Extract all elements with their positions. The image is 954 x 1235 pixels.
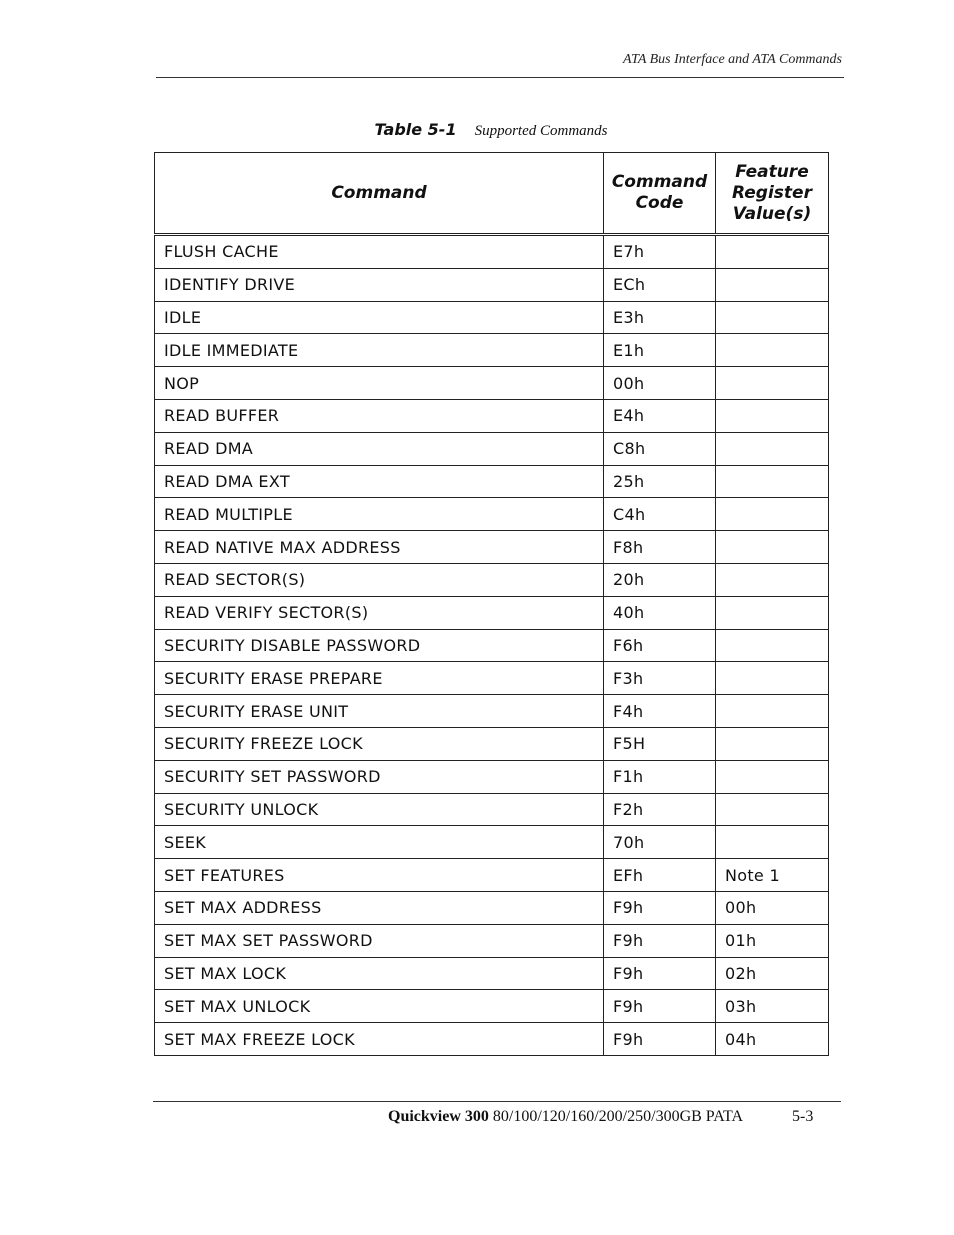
cell-command-code: EFh — [604, 859, 716, 892]
cell-feature-value — [716, 465, 829, 498]
table-row — [155, 793, 829, 826]
cell-command: READ DMA — [155, 432, 604, 465]
table-row — [155, 957, 829, 990]
cell-feature-value — [716, 334, 829, 367]
table-body — [155, 235, 829, 1056]
table-row — [155, 531, 829, 564]
table-row — [155, 924, 829, 957]
page-number: 5-3 — [792, 1108, 814, 1125]
cell-command-code: E7h — [604, 235, 716, 269]
table-row — [155, 432, 829, 465]
cell-feature-value — [716, 367, 829, 400]
table-row — [155, 334, 829, 367]
cell-command-code: F4h — [604, 695, 716, 728]
cell-command: SECURITY FREEZE LOCK — [155, 727, 604, 760]
cell-command: SECURITY UNLOCK — [155, 793, 604, 826]
cell-feature-value — [716, 793, 829, 826]
table-row — [155, 990, 829, 1023]
table-row — [155, 695, 829, 728]
cell-command-code: F9h — [604, 957, 716, 990]
cell-feature-value — [716, 268, 829, 301]
cell-feature-value — [716, 498, 829, 531]
cell-command-code: 20h — [604, 563, 716, 596]
cell-feature-value: 01h — [716, 924, 829, 957]
cell-command: READ NATIVE MAX ADDRESS — [155, 531, 604, 564]
table-caption-title: Supported Commands — [474, 123, 608, 139]
cell-command-code: F8h — [604, 531, 716, 564]
cell-feature-value: 00h — [716, 891, 829, 924]
footer-product-models: 80/100/120/160/200/250/300GB PATA — [492, 1108, 744, 1125]
cell-command-code: F5H — [604, 727, 716, 760]
cell-feature-value — [716, 596, 829, 629]
cell-command-code: E3h — [604, 301, 716, 334]
cell-feature-value — [716, 531, 829, 564]
cell-command-code: C4h — [604, 498, 716, 531]
cell-command-code: F6h — [604, 629, 716, 662]
cell-feature-value — [716, 235, 829, 269]
table-row — [155, 235, 829, 269]
cell-feature-value — [716, 826, 829, 859]
cell-feature-value — [716, 662, 829, 695]
cell-command: SET MAX FREEZE LOCK — [155, 1023, 604, 1056]
cell-command-code: F2h — [604, 793, 716, 826]
cell-feature-value — [716, 629, 829, 662]
cell-feature-value — [716, 301, 829, 334]
cell-feature-value — [716, 695, 829, 728]
cell-command-code: C8h — [604, 432, 716, 465]
table-row — [155, 859, 829, 892]
cell-feature-value — [716, 399, 829, 432]
table-row — [155, 367, 829, 400]
cell-command: SECURITY SET PASSWORD — [155, 760, 604, 793]
cell-command-code: F1h — [604, 760, 716, 793]
table-row — [155, 498, 829, 531]
table-row — [155, 301, 829, 334]
cell-command: SET MAX ADDRESS — [155, 891, 604, 924]
table-row — [155, 662, 829, 695]
cell-feature-value — [716, 727, 829, 760]
cell-feature-value — [716, 563, 829, 596]
cell-feature-value — [716, 760, 829, 793]
cell-command: SET MAX LOCK — [155, 957, 604, 990]
table-row — [155, 465, 829, 498]
table-row — [155, 727, 829, 760]
cell-command: SECURITY ERASE UNIT — [155, 695, 604, 728]
cell-command: SEEK — [155, 826, 604, 859]
supported-commands-table — [154, 152, 829, 1056]
table-row — [155, 760, 829, 793]
cell-feature-value: 04h — [716, 1023, 829, 1056]
table-row — [155, 629, 829, 662]
table-row — [155, 399, 829, 432]
cell-command: SET MAX SET PASSWORD — [155, 924, 604, 957]
footer-divider — [153, 1101, 841, 1102]
cell-command-code: E4h — [604, 399, 716, 432]
running-header: ATA Bus Interface and ATA Commands — [623, 52, 842, 67]
cell-command-code: 70h — [604, 826, 716, 859]
table-caption — [154, 120, 828, 140]
cell-command: SET FEATURES — [155, 859, 604, 892]
cell-feature-value: 03h — [716, 990, 829, 1023]
cell-command: READ VERIFY SECTOR(S) — [155, 596, 604, 629]
column-header-feature-register: Feature Register Value(s) — [716, 153, 829, 235]
column-header-command-code: Command Code — [604, 153, 716, 235]
cell-command: FLUSH CACHE — [155, 235, 604, 269]
cell-command: READ DMA EXT — [155, 465, 604, 498]
running-footer — [388, 1108, 743, 1126]
table-row — [155, 563, 829, 596]
table-caption-label: Table 5-1 — [374, 120, 457, 139]
cell-command-code: ECh — [604, 268, 716, 301]
cell-command: IDLE IMMEDIATE — [155, 334, 604, 367]
cell-command-code: F3h — [604, 662, 716, 695]
cell-command: SET MAX UNLOCK — [155, 990, 604, 1023]
cell-command-code: F9h — [604, 1023, 716, 1056]
cell-command-code: E1h — [604, 334, 716, 367]
table-row — [155, 596, 829, 629]
cell-command-code: 40h — [604, 596, 716, 629]
cell-command: READ MULTIPLE — [155, 498, 604, 531]
cell-command: IDENTIFY DRIVE — [155, 268, 604, 301]
cell-command-code: F9h — [604, 891, 716, 924]
cell-command-code: F9h — [604, 990, 716, 1023]
cell-command: SECURITY ERASE PREPARE — [155, 662, 604, 695]
cell-command: IDLE — [155, 301, 604, 334]
table-row — [155, 826, 829, 859]
footer-product-name: Quickview 300 — [388, 1108, 489, 1125]
cell-command-code: 00h — [604, 367, 716, 400]
cell-command-code: 25h — [604, 465, 716, 498]
table-row — [155, 1023, 829, 1056]
cell-feature-value: 02h — [716, 957, 829, 990]
cell-command: SECURITY DISABLE PASSWORD — [155, 629, 604, 662]
table-header-row — [155, 153, 829, 235]
cell-command-code: F9h — [604, 924, 716, 957]
cell-command: READ BUFFER — [155, 399, 604, 432]
table-row — [155, 268, 829, 301]
header-divider — [156, 77, 844, 78]
cell-command: NOP — [155, 367, 604, 400]
column-header-command: Command — [155, 153, 604, 235]
cell-command: READ SECTOR(S) — [155, 563, 604, 596]
cell-feature-value — [716, 432, 829, 465]
table-row — [155, 891, 829, 924]
cell-feature-value: Note 1 — [716, 859, 829, 892]
